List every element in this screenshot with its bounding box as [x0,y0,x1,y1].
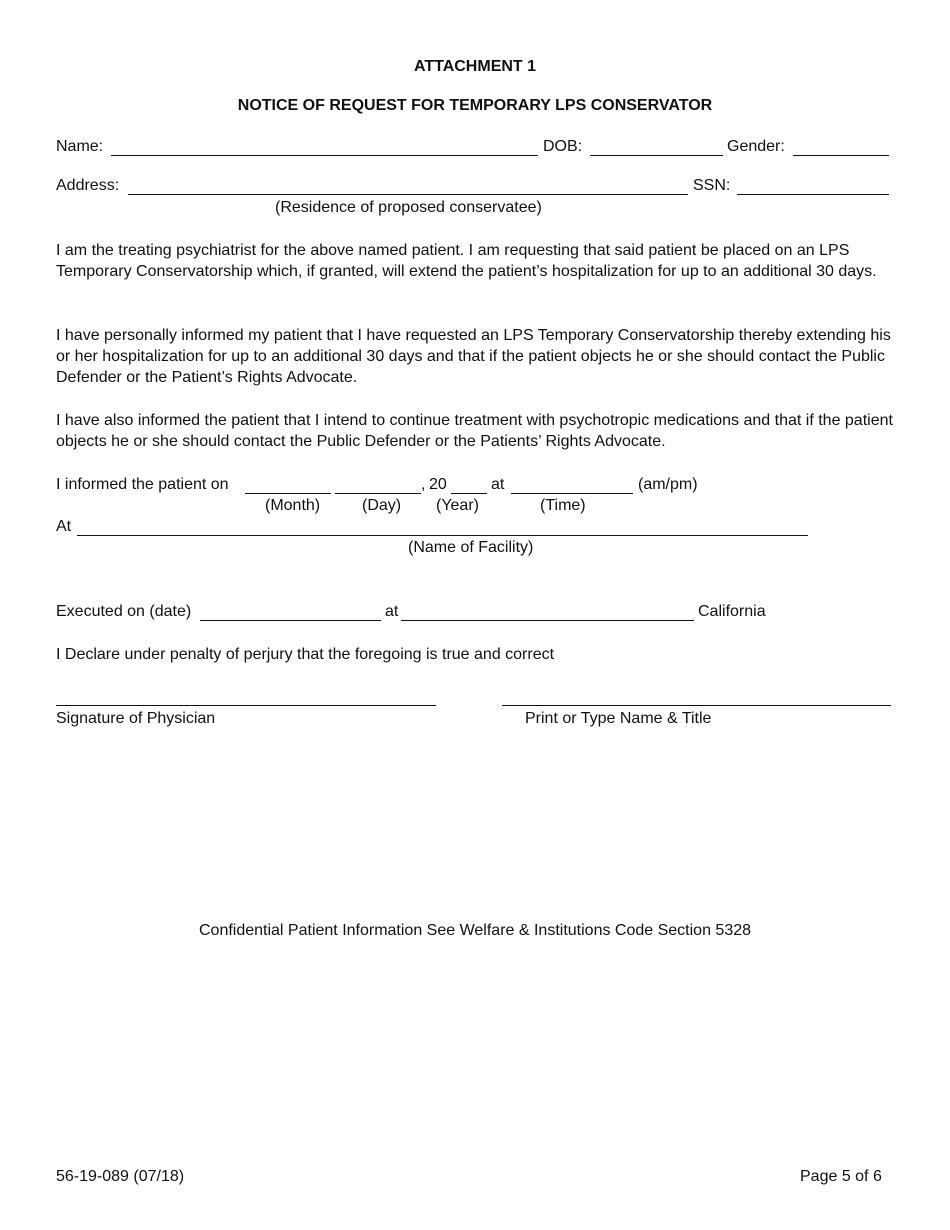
print-name-field[interactable] [502,687,891,706]
physician-signature-label: Signature of Physician [56,710,216,727]
year-prefix: 20 [429,476,447,493]
name-label: Name: [56,138,104,155]
ssn-field[interactable] [737,176,889,195]
dob-label: DOB: [543,138,583,155]
physician-signature-field[interactable] [56,687,436,706]
paragraph-1: I am the treating psychiatrist for the above named patient. I am requesting that said patient be placed on an LPS Temporary Conservatorship which, if granted, will extend the patient’s hospitalization for up to an additional 30 days. [56,242,877,280]
confidential-notice: Confidential Patient Information See Welfare & Institutions Code Section 5328 [198,922,752,939]
ssn-label: SSN: [693,177,731,194]
form-number: 56-19-089 (07/18) [56,1168,185,1185]
informed-label: I informed the patient on [56,476,229,493]
time-field[interactable] [511,475,633,494]
facility-field[interactable] [77,517,808,536]
address-caption: (Residence of proposed conservatee) [275,199,542,216]
paragraph-3: I have also informed the patient that I intend to continue treatment with psychotropic medications and that if the patient objects he or she should contact the Public Defender or the Patients’ Rights Advocate. [56,412,893,450]
ampm-label: (am/pm) [638,476,698,493]
facility-caption: (Name of Facility) [408,539,534,556]
paragraph-2: I have personally informed my patient that I have requested an LPS Temporary Conservatorship thereby extending his or her hospitalization for up to an additional 30 days and that if the patient objects he or she should contact the Public Defender or the Patient’s Rights Advocate. [56,327,891,386]
day-caption: (Day) [362,497,402,514]
address-label: Address: [56,177,120,194]
form-title: NOTICE OF REQUEST FOR TEMPORARY LPS CONSERVATOR [237,97,713,114]
year-caption: (Year) [436,497,479,514]
executed-city-field[interactable] [401,602,694,621]
month-field[interactable] [245,475,331,494]
address-field[interactable] [128,176,688,195]
executed-at-label: at [385,603,399,620]
time-caption: (Time) [540,497,586,514]
year-field[interactable] [451,475,487,494]
time-at-label: at [491,476,505,493]
gender-label: Gender: [727,138,785,155]
day-field[interactable] [335,475,421,494]
gender-field[interactable] [793,137,889,156]
month-caption: (Month) [265,497,321,514]
executed-label: Executed on (date) [56,603,192,620]
print-name-label: Print or Type Name & Title [525,710,712,727]
comma-separator: , [421,476,426,493]
facility-at-label: At [56,518,72,535]
state-label: California [698,603,766,620]
attachment-title: ATTACHMENT 1 [413,58,537,75]
page-number: Page 5 of 6 [800,1168,882,1185]
name-field[interactable] [111,137,538,156]
executed-date-field[interactable] [200,602,381,621]
dob-field[interactable] [590,137,723,156]
perjury-declaration: I Declare under penalty of perjury that the foregoing is true and correct [56,646,555,663]
